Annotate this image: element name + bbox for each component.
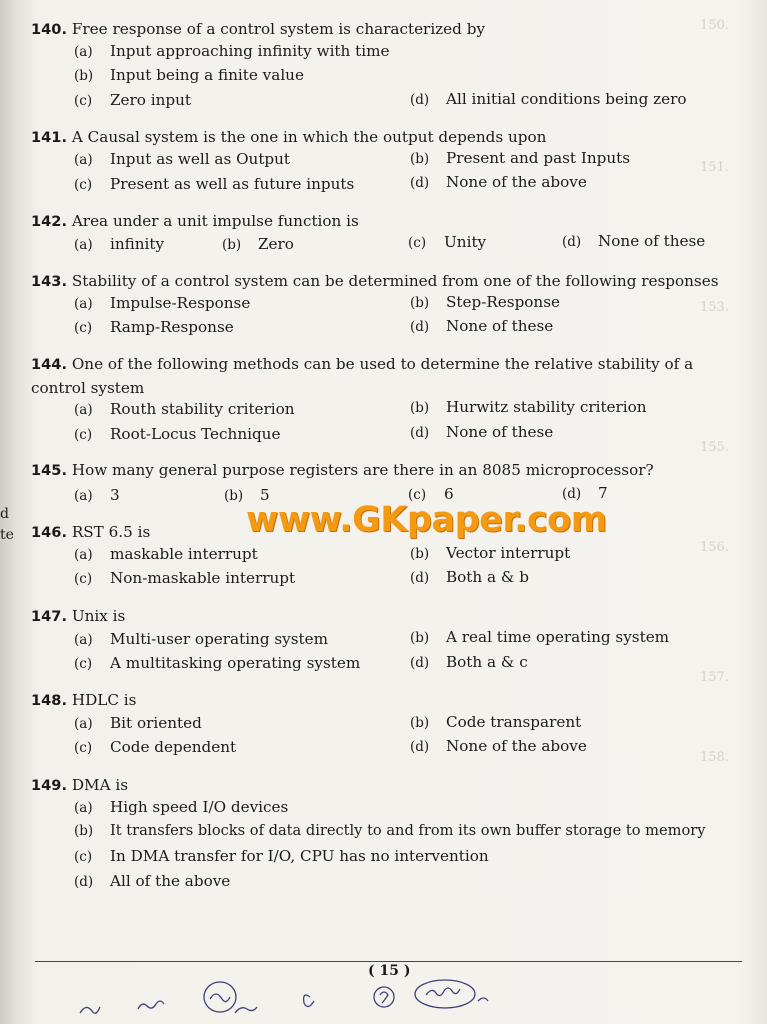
option-b: (b) Vector interrupt: [410, 544, 571, 562]
option-c: (c) Root-Locus Technique: [74, 425, 281, 443]
question-text: HDLC is: [71, 691, 137, 709]
question-number: 145.: [31, 462, 68, 479]
margin-fragment: d: [0, 506, 9, 522]
option-c: (c) A multitasking operating system: [74, 654, 361, 672]
option-c: (c) Ramp-Response: [74, 318, 234, 336]
question-144: [31, 353, 751, 400]
option-c: (c) Zero input: [74, 91, 192, 109]
bleed-through-text: 157.: [700, 670, 729, 685]
option-b: (b) It transfers blocks of data directly to and from its own buffer storage to memory: [74, 822, 706, 839]
option-a: (a) Bit oriented: [74, 714, 202, 732]
footer-rule: [35, 961, 742, 962]
option-d: (d) Both a & b: [410, 568, 529, 586]
option-a: (a) Input approaching infinity with time: [74, 42, 390, 60]
question-146: [31, 521, 751, 545]
option-c: (c) In DMA transfer for I/O, CPU has no intervention: [74, 847, 489, 865]
bleed-through-text: 153.: [700, 300, 729, 315]
option-a: (a) Multi-user operating system: [74, 630, 329, 648]
option-a: (a) 3: [74, 486, 120, 504]
question-text: Area under a unit impulse function is: [71, 212, 359, 230]
bleed-through-text: 156.: [700, 540, 729, 555]
question-text: Stability of a control system can be determined from one of the following responses: [71, 272, 719, 290]
option-d: (d) None of these: [410, 317, 554, 335]
bleed-through-text: 151.: [700, 160, 729, 175]
question-149: [31, 774, 751, 798]
option-a: (a) Input as well as Output: [74, 150, 291, 168]
option-a: (a) maskable interrupt: [74, 545, 258, 563]
question-text: RST 6.5 is: [71, 523, 151, 541]
bleed-through-text: 155.: [700, 440, 729, 455]
question-number: 143.: [31, 273, 68, 290]
option-c: (c) Unity: [408, 233, 487, 251]
question-number: 146.: [31, 524, 68, 541]
question-141: [31, 126, 751, 150]
option-b: (b) Input being a finite value: [74, 66, 304, 84]
option-d: (d) Both a & c: [410, 653, 528, 671]
question-number: 142.: [31, 213, 68, 230]
question-number: 144.: [31, 356, 68, 373]
option-b: (b) A real time operating system: [410, 628, 670, 646]
question-number: 148.: [31, 692, 68, 709]
option-c: (c) Present as well as future inputs: [74, 175, 355, 193]
option-a: (a) Routh stability criterion: [74, 400, 295, 418]
question-text: Free response of a control system is characterized by: [71, 20, 486, 38]
option-b: (b) 5: [224, 486, 270, 504]
page-number: ( 15 ): [368, 963, 411, 979]
question-text: How many general purpose registers are there in an 8085 microprocessor?: [71, 461, 654, 479]
option-d: (d) All initial conditions being zero: [410, 90, 687, 108]
bleed-through-text: 150.: [700, 18, 729, 33]
option-b: (b) Step-Response: [410, 293, 560, 311]
option-a: (a) Impulse-Response: [74, 294, 251, 312]
option-d: (d) None of the above: [410, 173, 587, 191]
question-145: [31, 459, 751, 483]
option-d: (d) 7: [562, 484, 608, 502]
question-143: [31, 270, 751, 294]
question-text: One of the following methods can be used to determine the relative stability of a control system: [31, 355, 694, 397]
question-text: DMA is: [71, 776, 129, 794]
option-a: (a) infinity: [74, 235, 165, 253]
option-b: (b) Present and past Inputs: [410, 149, 631, 167]
website-watermark: www.GKpaper.com: [246, 500, 607, 540]
question-148: [31, 689, 751, 713]
option-d: (d) None of these: [562, 232, 706, 250]
question-number: 147.: [31, 608, 68, 625]
option-b: (b) Code transparent: [410, 713, 582, 731]
question-number: 141.: [31, 129, 68, 146]
option-c: (c) Code dependent: [74, 738, 237, 756]
bleed-through-text: 158.: [700, 750, 729, 765]
question-text: Unix is: [71, 607, 126, 625]
option-c: (c) Non-maskable interrupt: [74, 569, 296, 587]
question-142: [31, 210, 751, 234]
handwritten-scribbles: [60, 975, 520, 1024]
question-number: 149.: [31, 777, 68, 794]
option-d: (d) None of the above: [410, 737, 587, 755]
option-a: (a) High speed I/O devices: [74, 798, 289, 816]
question-text: A Causal system is the one in which the output depends upon: [71, 128, 547, 146]
margin-fragment: te: [0, 527, 14, 543]
question-147: [31, 605, 751, 629]
option-b: (b) Hurwitz stability criterion: [410, 398, 647, 416]
option-b: (b) Zero: [222, 235, 294, 253]
question-number: 140.: [31, 21, 68, 38]
option-c: (c) 6: [408, 485, 454, 503]
option-d: (d) None of these: [410, 423, 554, 441]
question-140: [31, 18, 751, 42]
option-d: (d) All of the above: [74, 872, 231, 890]
